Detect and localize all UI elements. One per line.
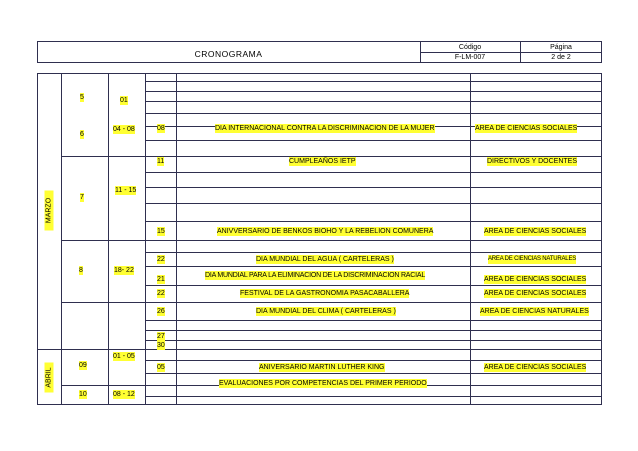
event-day: 08 — [157, 125, 165, 132]
week-dates: 18- 22 — [114, 267, 134, 274]
page-value: 2 de 2 — [551, 54, 571, 61]
event-activity: DIA INTERNACIONAL CONTRA LA DISCRIMINACION DE LA MUJER — [215, 125, 435, 132]
event-day: 22 — [157, 290, 165, 297]
event-activity: DIA MUNDIAL DEL AGUA ( CARTELERAS ) — [256, 256, 394, 263]
event-activity: ANIVVERSARIO DE BENKOS BIOHO Y LA REBELION COMUNERA — [217, 228, 434, 235]
event-day: 15 — [157, 228, 165, 235]
event-responsible: AREA DE CIENCIAS SOCIALES — [484, 364, 587, 371]
page-label: Página — [550, 44, 572, 51]
event-day: 11 — [157, 158, 165, 165]
event-responsible: AREA DE CIENCIAS SOCIALES — [484, 228, 587, 235]
event-activity: ANIVERSARIO MARTIN LUTHER KING — [259, 364, 385, 371]
event-responsible: AREA DE CIENCIAS NATURALES — [488, 256, 577, 262]
month-label: MARZO — [45, 191, 54, 231]
event-activity: CUMPLEAÑOS IETP — [289, 158, 356, 165]
week-number: 10 — [79, 391, 87, 398]
event-responsible: AREA DE CIENCIAS SOCIALES — [475, 125, 578, 132]
event-responsible: AREA DE CIENCIAS NATURALES — [480, 308, 589, 315]
month-label: ABRIL — [45, 363, 54, 393]
week-number: 5 — [80, 94, 84, 101]
event-activity: FESTIVAL DE LA GASTRONOMIA PASACABALLERA — [240, 290, 410, 297]
week-dates: 01 - 05 — [113, 353, 135, 360]
week-number: 7 — [80, 194, 84, 201]
code-value: F-LM-007 — [454, 54, 486, 61]
week-dates: 11 - 15 — [115, 187, 137, 194]
week-number: 09 — [79, 362, 87, 369]
week-dates: 08 - 12 — [113, 391, 135, 398]
event-activity: DIA MUNDIAL PARA LA ELIMINACION DE LA DISCRIMINACION RACIAL — [205, 272, 426, 279]
event-day: 27 — [157, 333, 165, 340]
week-number: 8 — [79, 267, 83, 274]
event-activity: DIA MUNDIAL DEL CLIMA ( CARTELERAS ) — [256, 308, 396, 315]
event-responsible: AREA DE CIENCIAS SOCIALES — [484, 276, 587, 283]
event-day: 30 — [157, 342, 165, 349]
event-day: 05 — [157, 364, 165, 371]
event-day: 22 — [157, 256, 165, 263]
event-responsible: AREA DE CIENCIAS SOCIALES — [484, 290, 587, 297]
week-number: 6 — [80, 131, 84, 138]
event-day: 21 — [157, 276, 165, 283]
event-responsible: DIRECTIVOS Y DOCENTES — [487, 158, 577, 165]
event-day: 26 — [157, 308, 165, 315]
week-dates: 04 - 08 — [113, 126, 135, 133]
event-activity: EVALUACIONES POR COMPETENCIAS DEL PRIMER PERIODO — [219, 380, 427, 387]
code-label: Código — [458, 44, 482, 51]
page-title: CRONOGRAMA — [194, 49, 263, 59]
week-dates: 01 — [120, 97, 128, 104]
